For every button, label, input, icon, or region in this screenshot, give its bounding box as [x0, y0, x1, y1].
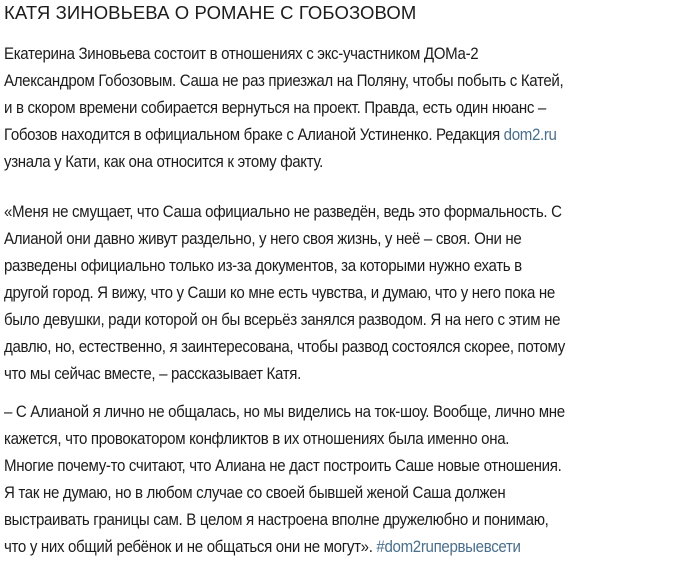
text-line: выстраивать границы сам. В целом я настроена вполне дружелюбно и понимаю,: [4, 511, 549, 529]
hashtag-link[interactable]: #dom2ruпервыевсети: [376, 538, 521, 556]
text-segment: Гобозов находится в официальном браке с Алианой Устиненко. Редакция: [4, 126, 504, 144]
text-line-with-link: [4, 122, 648, 149]
text-line: и в скором времени собирается вернуться на проект. Правда, есть один нюанс –: [4, 99, 546, 117]
text-line: Алианой они давно живут раздельно, у него своя жизнь, у неё – своя. Они не: [4, 230, 522, 248]
text-line: давлю, но, естественно, я заинтересована, чтобы развод состоялся скорее, потому: [4, 338, 565, 356]
text-line: другой город. Я вижу, что у Саши ко мне есть чувства, и думаю, что у него пока не: [4, 284, 555, 302]
paragraph-continuation: [4, 399, 648, 561]
text-line: кажется, что провокатором конфликтов в их отношениях была именно она.: [4, 430, 510, 448]
text-line: что мы сейчас вместе, – рассказывает Катя.: [4, 365, 301, 383]
text-line: разведены официально только из-за документов, за которыми нужно ехать в: [4, 257, 522, 275]
dom2-link[interactable]: dom2.ru: [503, 126, 557, 144]
paragraph-intro: [4, 41, 648, 176]
text-line: Многие почему-то считают, что Алиана не даст построить Саше новые отношения.: [4, 457, 562, 475]
text-line: было девушки, ради которой он бы всерьёз занялся разводом. Я на него с этим не: [4, 311, 561, 329]
text-line: «Меня не смущает, что Саша официально не разведён, ведь это формальность. С: [4, 203, 562, 221]
text-segment: что у них общий ребёнок и не общаться они не могут».: [4, 538, 377, 556]
text-line: Я так не думаю, но в любом случае со своей бывшей женой Саша должен: [4, 484, 506, 502]
article-title: КАТЯ ЗИНОВЬЕВА О РОМАНЕ С ГОБОЗОВОМ: [4, 2, 417, 23]
paragraph-quote: [4, 199, 648, 388]
text-line: Екатерина Зиновьева состоит в отношениях с экс-участником ДОМа-2: [4, 45, 479, 63]
text-line: – С Алианой я лично не общалась, но мы виделись на ток-шоу. Вообще, лично мне: [4, 403, 565, 421]
text-line: узнала у Кати, как она относится к этому факту.: [4, 153, 324, 171]
text-line: Александром Гобозовым. Саша не раз приезжал на Поляну, чтобы побыть с Катей,: [4, 72, 564, 90]
